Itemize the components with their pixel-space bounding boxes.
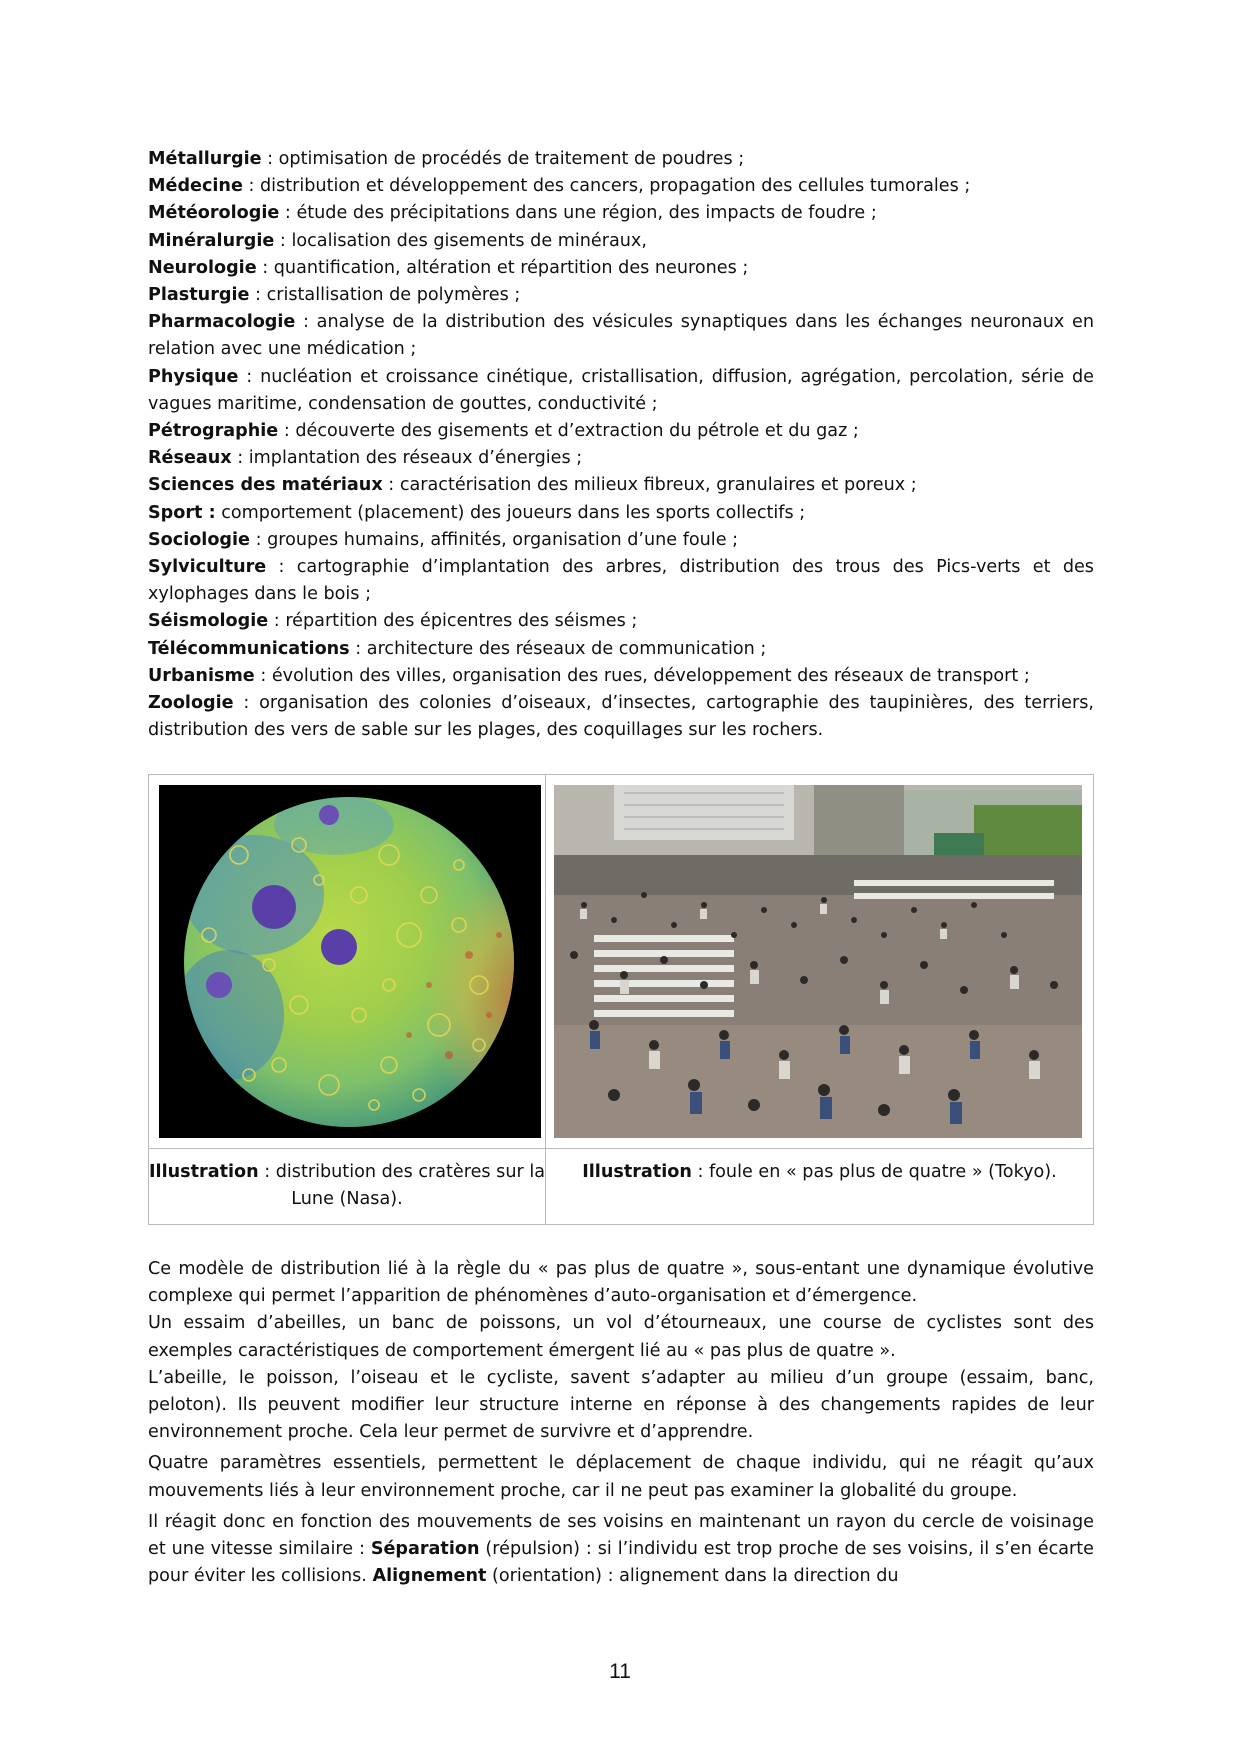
definition-text: implantation des réseaux d’énergies ; bbox=[248, 448, 583, 469]
definition-item bbox=[148, 200, 1094, 227]
definition-term: Plasturgie bbox=[148, 285, 250, 306]
definition-separator: : bbox=[274, 230, 292, 251]
crowd-caption-label: Illustration bbox=[582, 1162, 692, 1182]
crowd-caption bbox=[546, 1149, 1094, 1225]
definition-separator: : bbox=[254, 665, 272, 686]
definition-item bbox=[148, 309, 1094, 363]
definition-term: Télécommunications bbox=[148, 638, 350, 659]
moon-crater-map-image bbox=[159, 785, 541, 1138]
definition-separator: : bbox=[279, 203, 297, 224]
definition-text: optimisation de procédés de traitement de poudres ; bbox=[278, 149, 745, 169]
definition-item bbox=[148, 364, 1094, 418]
body-text bbox=[148, 1256, 1094, 1594]
definition-text: répartition des épicentres des séismes ; bbox=[285, 611, 638, 632]
definition-separator: : bbox=[261, 149, 279, 169]
definition-separator: : bbox=[278, 421, 296, 442]
paragraph-1: Ce modèle de distribution lié à la règle du « pas plus de quatre », sous-entant une dynamique évolutive complexe qui permet l’apparition de phénomènes d’auto-organisation et d’émergence. bbox=[148, 1259, 1094, 1307]
definition-term: Minéralurgie bbox=[148, 230, 275, 251]
definition-text: distribution et développement des cancers, propagation des cellules tumorales ; bbox=[260, 176, 971, 197]
paragraph-5 bbox=[148, 1509, 1094, 1591]
paragraph-3: L’abeille, le poisson, l’oiseau et le cycliste, savent s’adapter au milieu d’un groupe (essaim, banc, peloton). Ils peuvent modifier leur structure interne en réponse à des changements rapides de leur environnement proche. Cela leur permet de survivre et d’apprendre. bbox=[148, 1367, 1094, 1443]
definition-text: comportement (placement) des joueurs dans les sports collectifs ; bbox=[221, 502, 806, 523]
definition-item bbox=[148, 282, 1094, 309]
definition-term: Réseaux bbox=[148, 448, 232, 469]
definition-text: quantification, altération et répartition des neurones ; bbox=[273, 257, 749, 278]
definition-item bbox=[148, 608, 1094, 635]
definition-term: Sylviculture bbox=[148, 557, 267, 578]
definition-separator: : bbox=[249, 285, 267, 306]
definition-separator: : bbox=[349, 638, 367, 659]
definition-item bbox=[148, 146, 1094, 173]
definition-separator: : bbox=[242, 176, 261, 197]
definition-item bbox=[148, 636, 1094, 663]
definition-item bbox=[148, 173, 1094, 200]
definition-text: cristallisation de polymères ; bbox=[266, 285, 521, 306]
definition-text: groupes humains, affinités, organisation d’une foule ; bbox=[267, 529, 739, 550]
definition-term: Météorologie bbox=[148, 203, 280, 224]
paragraph-5-part-b: (répulsion) : si l’individu est trop proche de ses voisins, il s’en écarte pour éviter les collisions. bbox=[148, 1539, 1094, 1587]
paragraph-4: Quatre paramètres essentiels, permettent le déplacement de chaque individu, qui ne réagit qu’aux mouvements liés à leur environnement proche, car il ne peut pas examiner la globalité du groupe. bbox=[148, 1453, 1094, 1501]
term-alignement: Alignement bbox=[372, 1566, 487, 1587]
definition-text: architecture des réseaux de communication ; bbox=[366, 638, 767, 659]
crowd-caption-text: : foule en « pas plus de quatre » (Tokyo). bbox=[691, 1162, 1057, 1182]
moon-image-cell bbox=[149, 775, 546, 1149]
definition-text: nucléation et croissance cinétique, cristallisation, diffusion, agrégation, percolation, série de vagues maritime, condensation de gouttes, conductivité ; bbox=[148, 366, 1095, 414]
definition-text: analyse de la distribution des vésicules synaptiques dans les échanges neuronaux en relation avec une médication ; bbox=[148, 312, 1094, 360]
definition-term: Médecine bbox=[148, 176, 243, 197]
paragraph-5-part-c: (orientation) : alignement dans la direction du bbox=[486, 1566, 899, 1587]
definition-text: localisation des gisements de minéraux, bbox=[291, 230, 647, 251]
definition-term: Physique bbox=[148, 366, 239, 387]
definition-separator: : bbox=[233, 693, 260, 714]
definition-text: organisation des colonies d’oiseaux, d’insectes, cartographie des taupinières, des terriers, distribution des vers de sable sur les plages, des coquillages sur les rochers. bbox=[148, 693, 1094, 741]
definition-term: Zoologie bbox=[148, 693, 234, 714]
definition-text: caractérisation des milieux fibreux, granulaires et poreux ; bbox=[399, 475, 917, 496]
definition-text: étude des précipitations dans une région, des impacts de foudre ; bbox=[296, 203, 877, 224]
definition-item bbox=[148, 690, 1094, 744]
crowd-image-cell bbox=[546, 775, 1094, 1149]
definition-text: évolution des villes, organisation des rues, développement des réseaux de transport ; bbox=[271, 665, 1030, 686]
definition-term: Séismologie bbox=[148, 611, 269, 632]
definition-term: Sport : bbox=[148, 502, 216, 523]
page-number: 11 bbox=[609, 1660, 631, 1683]
definition-separator: : bbox=[295, 312, 317, 333]
definition-text: découverte des gisements et d’extraction du pétrole et du gaz ; bbox=[295, 421, 859, 442]
definition-term: Pharmacologie bbox=[148, 312, 296, 333]
definition-term: Neurologie bbox=[148, 257, 257, 278]
definition-separator: : bbox=[266, 557, 297, 578]
definition-separator: : bbox=[249, 529, 268, 550]
definition-separator: : bbox=[268, 611, 286, 632]
definition-term: Pétrographie bbox=[148, 421, 279, 442]
definition-item bbox=[148, 255, 1094, 282]
definition-separator: : bbox=[231, 448, 249, 469]
definition-term: Urbanisme bbox=[148, 665, 255, 686]
definition-term: Métallurgie bbox=[148, 149, 262, 169]
definition-item bbox=[148, 228, 1094, 255]
definition-separator: : bbox=[256, 257, 274, 278]
moon-caption-label: Illustration bbox=[149, 1162, 259, 1182]
definition-item bbox=[148, 500, 1094, 527]
tokyo-crowd-photo bbox=[554, 785, 1082, 1138]
definition-separator: : bbox=[382, 475, 400, 496]
definition-text: cartographie d’implantation des arbres, distribution des trous des Pics-verts et des xylophages dans le bois ; bbox=[148, 557, 1094, 605]
definition-item bbox=[148, 527, 1094, 554]
term-separation: Séparation bbox=[370, 1539, 480, 1560]
definition-term: Sociologie bbox=[148, 529, 250, 550]
definition-separator: : bbox=[238, 366, 261, 387]
definitions-list bbox=[148, 146, 1094, 744]
definition-item bbox=[148, 554, 1094, 608]
figure-table bbox=[148, 774, 1094, 1225]
paragraph-5-part-a: Il réagit donc en fonction des mouvements de ses voisins en maintenant un rayon du cercle de voisinage et une vitesse similaire : bbox=[148, 1511, 1094, 1560]
definition-item bbox=[148, 472, 1094, 499]
definition-item bbox=[148, 445, 1094, 472]
paragraph-2: Un essaim d’abeilles, un banc de poissons, un vol d’étourneaux, une course de cyclistes sont des exemples caractéristiques de comportement émergent lié au « pas plus de quatre ». bbox=[148, 1313, 1094, 1361]
definition-item bbox=[148, 418, 1094, 445]
definition-item bbox=[148, 663, 1094, 690]
definition-term: Sciences des matériaux bbox=[148, 475, 383, 496]
moon-caption bbox=[149, 1149, 546, 1225]
moon-caption-text: : distribution des cratères sur la Lune (Nasa). bbox=[258, 1162, 545, 1209]
